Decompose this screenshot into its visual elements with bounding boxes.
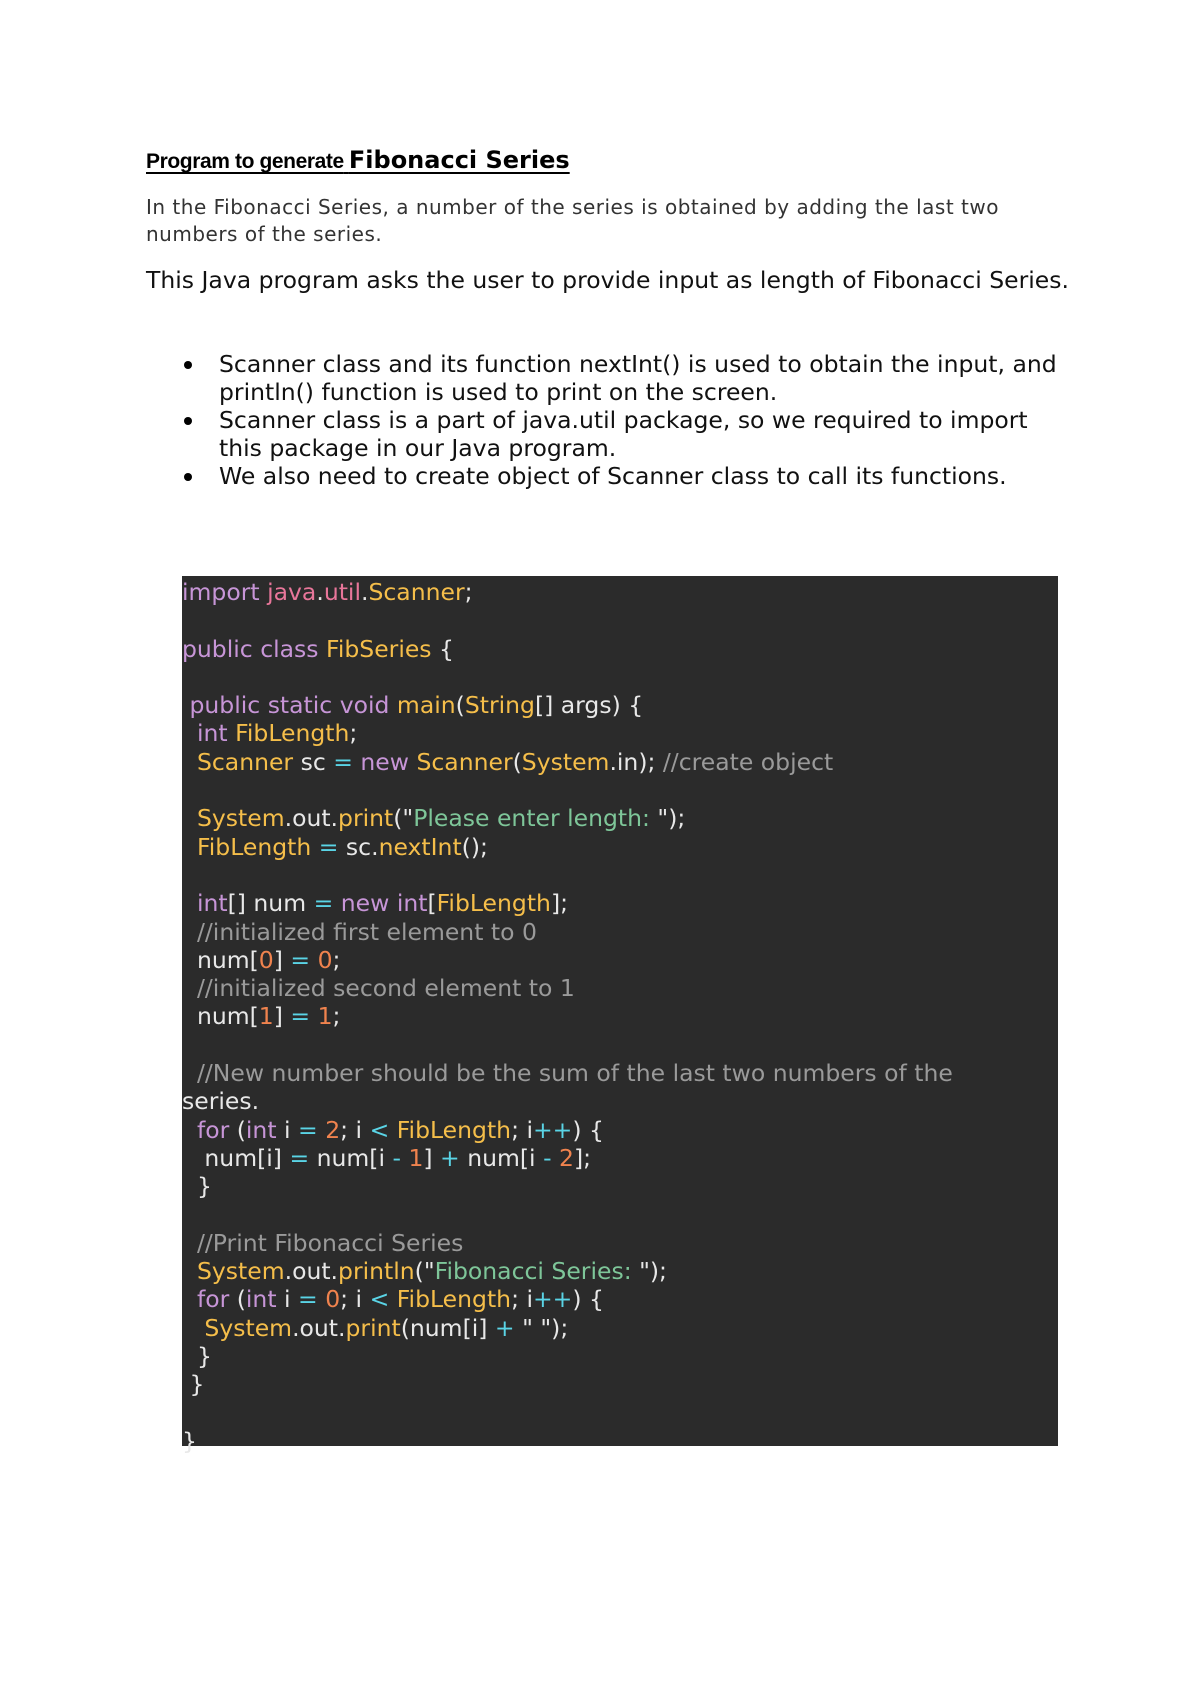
code-block (182, 576, 1058, 1455)
document-title (146, 146, 570, 174)
bullet-text: We also need to create object of Scanner class to call its functions. (219, 462, 1007, 490)
code-text: import java.util.Scanner; public class FibSeries { public static void main(String[] args) { int FibLength; Scanner sc = new Scanner(System.in); //create object System.out.print("Please enter length: "); FibLength = sc.nextInt(); int[] num = new int[FibLength]; //initialized first element to 0 num[0] = 0; //initialized second element to 1 num[1] = 1; //New number should be the sum of the last two numbers of the series. for (int i = 2; i < FibLength; i++) { num[i] = num[i - 1] + num[i - 2]; } //Print Fibonacci Series System.out.println("Fibonacci Series: "); for (int i = 0; i < FibLength; i++) { System.out.print(num[i] + " "); } } } (182, 578, 953, 1455)
bullet-icon (184, 417, 192, 425)
title-part-1: Program to generate (146, 150, 344, 173)
bullet-icon (184, 473, 192, 481)
bullet-item (146, 350, 1076, 406)
bullet-icon (184, 361, 192, 369)
title-part-2: Fibonacci Series (348, 146, 570, 174)
bullet-item (146, 406, 1076, 462)
lead-paragraph: This Java program asks the user to provide input as length of Fibonacci Series. (146, 266, 1069, 294)
bullet-text: Scanner class and its function nextInt() is used to obtain the input, and println() function is used to print on the screen. (219, 350, 1057, 406)
intro-paragraph: In the Fibonacci Series, a number of the series is obtained by adding the last two numbers of the series. (146, 195, 999, 246)
bullet-list (146, 350, 1076, 490)
bullet-text: Scanner class is a part of java.util package, so we required to import this package in our Java program. (219, 406, 1028, 462)
bullet-item (146, 462, 1076, 490)
